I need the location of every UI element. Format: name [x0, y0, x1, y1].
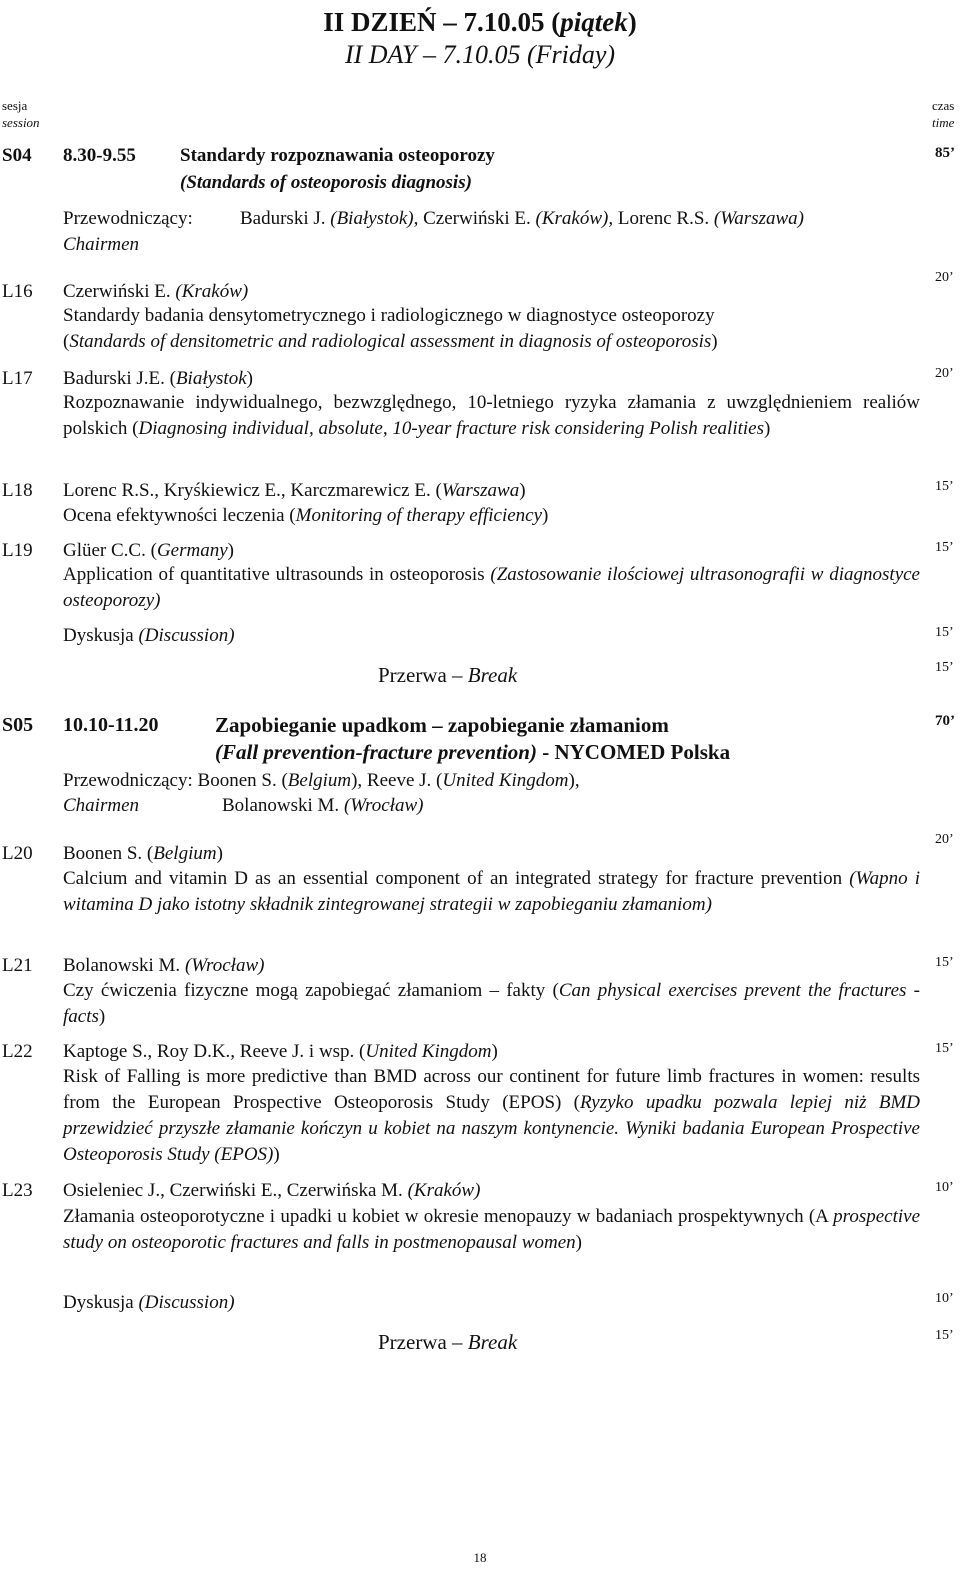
- author-names: Glüer C.C. (: [63, 540, 157, 561]
- chair-place: (Warszawa): [709, 208, 804, 229]
- paren: ): [216, 843, 223, 864]
- chair-place: (Białystok),: [325, 208, 424, 229]
- author-place: (Kraków): [407, 1180, 481, 1201]
- lecture-author: [63, 281, 248, 303]
- chair-place: (Wrocław): [343, 795, 424, 816]
- chair-line-2: [222, 795, 423, 817]
- title-pl: (Zastosowanie ilościowej ultrasonografii w diagnostyce osteoporozy): [63, 564, 920, 611]
- session-title: Standardy rozpoznawania osteoporozy: [180, 145, 495, 166]
- lecture-code: L22: [2, 1041, 33, 1062]
- session-time: 10.10-11.20: [63, 714, 159, 736]
- column-time-pl: czas: [932, 98, 955, 113]
- lecture-code: L20: [2, 843, 33, 864]
- chair-place: (Kraków),: [530, 208, 618, 229]
- title-en: Diagnosing individual, absolute, 10-year fracture risk considering Polish realities: [138, 418, 765, 439]
- discussion-duration: 10’: [935, 1291, 954, 1306]
- break-label: Przerwa –: [378, 1330, 468, 1354]
- paren: ): [575, 1232, 582, 1253]
- page-subtitle: II DAY – 7.10.05 (Friday): [344, 40, 616, 69]
- lecture-code: L18: [2, 480, 33, 501]
- title-pl: Standardy badania densytometrycznego i radiologicznego w diagnostyce osteoporozy: [63, 305, 715, 326]
- column-session-pl: sesja: [2, 98, 28, 113]
- author-place: (Wrocław): [184, 955, 265, 976]
- paren: ): [711, 331, 718, 352]
- break: [378, 1330, 517, 1354]
- lecture-author: [63, 955, 264, 977]
- title-en: prospective study on osteoporotic fractures and falls in postmenopausal women: [63, 1206, 920, 1253]
- author-names: Czerwiński E.: [63, 281, 176, 302]
- break-label-en: Break: [467, 663, 518, 687]
- chair-name: Czerwiński E.: [423, 208, 531, 229]
- discussion-label: Dyskusja: [63, 625, 139, 646]
- lecture-duration: 10’: [935, 1180, 954, 1195]
- author-place: Germany: [156, 540, 228, 561]
- break-duration: 15’: [935, 1328, 954, 1343]
- chair-name: Boonen S. (: [197, 770, 288, 791]
- break-label-en: Break: [467, 1330, 518, 1354]
- lecture-author: [63, 1180, 480, 1202]
- chair-name: Lorenc R.S.: [617, 208, 710, 229]
- title-pl: Czy ćwiczenia fizyczne mogą zapobiegać złamaniom – fakty (: [63, 980, 559, 1001]
- author-names: Badurski J.E. (: [63, 368, 176, 389]
- author-names: Kaptoge S., Roy D.K., Reeve J. i wsp. (: [63, 1041, 366, 1062]
- title-pl: Rozpoznawanie indywidualnego, bezwzględnego, 10-letniego ryzyka złamania z uwzględnieniem realiów polskich (: [63, 392, 920, 439]
- author-names: Osieleniec J., Czerwiński E., Czerwińska M.: [63, 1180, 408, 1201]
- break-duration: 15’: [935, 660, 954, 675]
- title-pl: Złamania osteoporotyczne i upadki u kobiet w okresie menopauzy w badaniach prospektywnych (A: [63, 1206, 834, 1227]
- paren: ),: [568, 770, 580, 791]
- session-code: S04: [2, 145, 32, 166]
- lecture-duration: 15’: [935, 955, 954, 970]
- paren: ): [491, 1041, 498, 1062]
- lecture-title: [63, 562, 920, 614]
- session-title-en-line: [215, 741, 730, 763]
- author-place: United Kingdom: [365, 1041, 492, 1062]
- discussion-label-en: (Discussion): [138, 625, 235, 646]
- column-session-en: session: [2, 115, 40, 130]
- lecture-duration: 20’: [935, 832, 954, 847]
- paren: (: [63, 331, 70, 352]
- title-en: Standards of densitometric and radiological assessment in diagnosis of osteoporosis: [69, 331, 712, 352]
- chair-label: Przewodniczący:: [63, 208, 193, 229]
- lecture-code: L17: [2, 368, 33, 389]
- chair-place: United Kingdom: [442, 770, 569, 791]
- author-place: Warszawa: [441, 480, 520, 501]
- author-place: Belgium: [153, 843, 217, 864]
- lecture-code: L23: [2, 1180, 33, 1201]
- lecture-duration: 20’: [935, 366, 954, 381]
- title-en: Monitoring of therapy efficiency: [295, 505, 543, 526]
- session-code: S05: [2, 714, 34, 736]
- page-number: 18: [473, 1550, 487, 1565]
- page-title: [0, 6, 960, 38]
- lecture-title: [63, 1204, 920, 1256]
- title-end: ): [627, 7, 637, 37]
- session-title: Zapobieganie upadkom – zapobieganie złamaniom: [215, 713, 669, 737]
- author-names: Boonen S. (: [63, 843, 154, 864]
- discussion-duration: 15’: [935, 625, 954, 640]
- title-en: Application of quantitative ultrasounds in osteoporosis: [63, 564, 491, 585]
- chair-label-en: Chairmen: [63, 234, 139, 255]
- discussion: [63, 625, 235, 647]
- lecture-author: [63, 480, 526, 502]
- lecture-author: [63, 1041, 498, 1063]
- discussion-label-en: (Discussion): [138, 1292, 235, 1313]
- chair-name: Badurski J.: [240, 208, 326, 229]
- chair-name: Bolanowski M.: [222, 795, 344, 816]
- chair-names: [240, 208, 804, 230]
- chair-name: ), Reeve J. (: [351, 770, 443, 791]
- paren: ): [273, 1144, 280, 1165]
- title-en: Calcium and vitamin D as an essential component of an integrated strategy for fracture prevention: [63, 868, 850, 889]
- title-en: Risk of Falling is more predictive than BMD across our continent for future limb fractures in women: results from the European Prospective Osteoporosis Study (EPOS) (: [63, 1066, 920, 1113]
- chair-place: Belgium: [287, 770, 352, 791]
- title-pl: Ryzyko upadku pozwala lepiej niż BMD przewidzieć przyszłe złamanie kończyn u kobiet na naszym kontynencie. Wyniki badania European Prospective Osteoporosis Study (EPOS): [63, 1092, 920, 1165]
- lecture-title: [63, 978, 920, 1030]
- lecture-author: [63, 540, 234, 562]
- paren: ): [227, 540, 234, 561]
- break: [378, 663, 517, 687]
- title-en: Can physical exercises prevent the fractures - facts: [63, 980, 920, 1027]
- lecture-author: [63, 843, 223, 865]
- session-duration: 85’: [935, 145, 955, 161]
- chair-line: [63, 770, 580, 792]
- break-label: Przerwa –: [378, 663, 468, 687]
- author-names: Bolanowski M.: [63, 955, 185, 976]
- paren: ): [764, 418, 771, 439]
- author-place: Białystok: [175, 368, 247, 389]
- session-title-en: (Standards of osteoporosis diagnosis): [180, 172, 472, 193]
- title-pl: Ocena efektywności leczenia (: [63, 505, 296, 526]
- title-pl: (Wapno i witamina D jako istotny składnik zintegrowanej strategii w zapobieganiu złamaniom): [63, 868, 920, 915]
- discussion: [63, 1292, 235, 1314]
- lecture-title: [63, 505, 548, 527]
- lecture-title: [63, 1064, 920, 1168]
- title-day: piątek: [560, 7, 628, 37]
- lecture-title: [63, 866, 920, 918]
- chair-label-en: Chairmen: [63, 795, 139, 816]
- chair-label: Przewodniczący:: [63, 770, 198, 791]
- lecture-duration: 15’: [935, 1041, 954, 1056]
- session-title-en: (Fall prevention-fracture prevention): [215, 740, 537, 764]
- lecture-duration: 20’: [935, 270, 954, 285]
- paren: ): [246, 368, 253, 389]
- lecture-code: L19: [2, 540, 33, 561]
- author-place: (Kraków): [175, 281, 249, 302]
- paren: ): [98, 1006, 106, 1027]
- lecture-code: L21: [2, 955, 33, 976]
- title-pl: II DZIEŃ – 7.10.05 (: [323, 7, 561, 37]
- session-duration: 70’: [935, 713, 955, 729]
- column-time-en: time: [932, 115, 955, 130]
- author-names: Lorenc R.S., Kryśkiewicz E., Karczmarewicz E. (: [63, 480, 442, 501]
- lecture-title: [63, 303, 920, 355]
- paren: ): [519, 480, 526, 501]
- lecture-duration: 15’: [935, 479, 954, 494]
- lecture-author: [63, 368, 253, 390]
- discussion-label: Dyskusja: [63, 1292, 139, 1313]
- session-sponsor: - NYCOMED Polska: [536, 740, 731, 764]
- lecture-code: L16: [2, 281, 33, 302]
- lecture-duration: 15’: [935, 540, 954, 555]
- paren: ): [542, 505, 549, 526]
- lecture-title: [63, 390, 920, 442]
- session-time: 8.30-9.55: [63, 145, 136, 166]
